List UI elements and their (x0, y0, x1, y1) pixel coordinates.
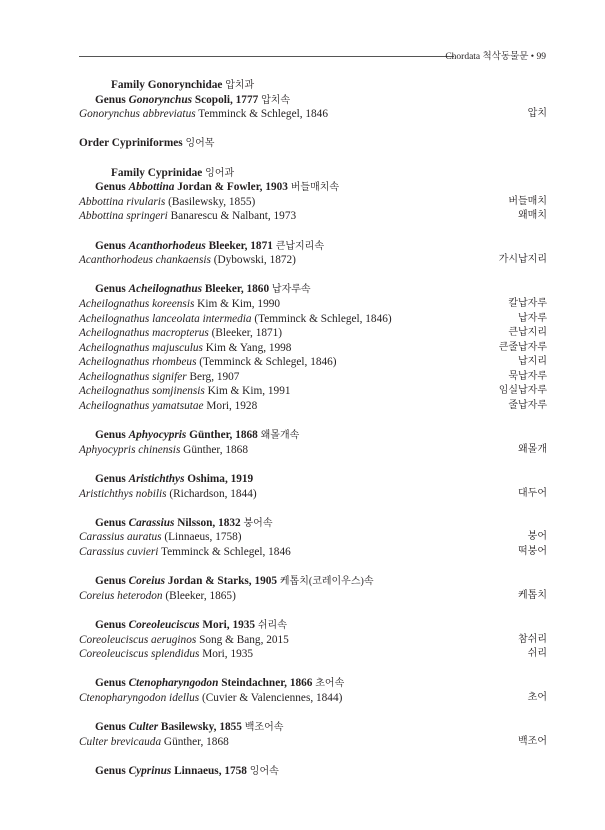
species-row (79, 341, 547, 356)
species-author: (Linnaeus, 1758) (161, 531, 242, 544)
genus-name: Culter (128, 721, 159, 734)
genus-name: Aphyocypris (128, 429, 187, 442)
species-common-name: 대두어 (518, 487, 547, 499)
species-common-name: 큰납지리 (508, 327, 547, 339)
species-common-name: 케톱치 (518, 589, 547, 601)
genus-korean-name: 버들매치속 (290, 182, 340, 194)
species-name: Acheilognathus macropterus (79, 327, 209, 340)
species-author: (Bleeker, 1871) (208, 327, 283, 340)
species-author: Temminck & Schlegel, 1846 (195, 108, 328, 121)
species-row (79, 530, 547, 545)
genus-author: Jordan & Fowler, 1903 (174, 181, 288, 194)
genera-list (79, 180, 547, 778)
genus-author: Linnaeus, 1758 (171, 764, 247, 777)
species-common-name: 버들매치 (508, 195, 547, 207)
species-common-name: 가시납지리 (498, 254, 547, 266)
species-common-name: 임실납자루 (498, 385, 547, 397)
species-row (79, 487, 547, 502)
species-name: Acheilognathus majusculus (79, 341, 203, 354)
family-heading (79, 78, 547, 93)
species-author: (Temminck & Schlegel, 1846) (196, 356, 337, 369)
family-korean-name: 잉어과 (205, 167, 235, 179)
taxonomy-list (79, 78, 547, 779)
species-author: (Basilewsky, 1855) (165, 195, 256, 208)
family-korean-name: 압치과 (225, 80, 255, 91)
species-row (79, 326, 547, 341)
species-name: Ctenopharyngodon idellus (79, 691, 200, 704)
species-author: Kim & Kim, 1991 (204, 385, 291, 398)
page-number: 99 (536, 52, 546, 62)
genus-author: Scopoli, 1777 (192, 93, 259, 106)
species-common-name: 압치 (527, 108, 547, 120)
spacer (79, 151, 547, 166)
species-name: Culter brevicauda (79, 735, 162, 748)
species-author: Temminck & Schlegel, 1846 (158, 546, 291, 558)
genus-prefix: Genus (95, 677, 129, 690)
genus-prefix: Genus (95, 473, 129, 486)
species-common-name: 묵납자루 (508, 370, 547, 382)
genus-heading (79, 282, 547, 297)
species-row (79, 545, 547, 560)
species-common-name: 큰줄납자루 (498, 341, 547, 353)
genus-heading (79, 764, 547, 779)
species-name: Acheilognathus signifer (79, 370, 187, 383)
species-author: Günther, 1868 (180, 443, 248, 456)
genus-korean-name: 왜몰개속 (260, 430, 300, 442)
order-korean-name: 잉어목 (185, 138, 215, 150)
species-name: Coreius heterodon (79, 589, 163, 602)
species-author: Kim & Kim, 1990 (194, 297, 281, 310)
spacer (79, 457, 547, 472)
genus-name: Gonorynchus (128, 93, 193, 106)
species-row (79, 107, 547, 122)
genus-korean-name: 붕어속 (243, 517, 273, 529)
species-common-name: 줄납자루 (508, 400, 547, 412)
genus-name: Acheilognathus (128, 283, 203, 296)
species-row (79, 253, 547, 268)
order-heading (79, 136, 547, 151)
species-common-name: 왜몰개 (518, 443, 547, 455)
species-name: Acheilognathus rhombeus (79, 356, 197, 369)
species-row (79, 735, 547, 750)
species-row (79, 443, 547, 458)
genus-author: Mori, 1935 (199, 618, 256, 631)
species-author: Banarescu & Nalbant, 1973 (167, 210, 297, 223)
genus-korean-name: 압치속 (261, 94, 291, 106)
order-name: Order Cypriniformes (79, 137, 183, 150)
genus-author: Bleeker, 1860 (202, 283, 270, 296)
species-name: Acheilognathus somjinensis (79, 385, 205, 398)
species-common-name: 납자루 (518, 312, 547, 324)
species-author: (Cuvier & Valenciennes, 1844) (199, 691, 343, 704)
species-name: Aphyocypris chinensis (79, 443, 181, 456)
genus-korean-name: 쉬리속 (257, 619, 287, 631)
genus-author: Günther, 1868 (186, 429, 258, 442)
spacer (79, 749, 547, 764)
genus-prefix: Genus (95, 283, 129, 296)
species-row (79, 633, 547, 648)
genus-korean-name: 케톱치(코레이우스)속 (279, 576, 374, 588)
species-author: Günther, 1868 (161, 735, 229, 748)
genus-korean-name: 납자루속 (271, 284, 311, 296)
species-name: Acanthorhodeus chankaensis (79, 254, 211, 267)
genus-heading (79, 618, 547, 633)
genus-prefix: Genus (95, 516, 129, 529)
species-common-name: 칼납자루 (508, 297, 547, 309)
species-row (79, 312, 547, 327)
spacer (79, 414, 547, 429)
genus-heading (79, 574, 547, 589)
genus-heading (79, 720, 547, 735)
genus-name: Cyprinus (128, 764, 172, 777)
genus-prefix: Genus (95, 429, 129, 442)
species-row (79, 209, 547, 224)
genus-name: Aristichthys (128, 473, 185, 486)
species-common-name: 쉬리 (527, 648, 547, 660)
species-common-name: 떡붕어 (518, 546, 547, 557)
genus-name: Abbottina (128, 181, 175, 194)
species-common-name: 왜매치 (518, 210, 547, 222)
species-author: Mori, 1935 (199, 648, 254, 661)
running-head (445, 48, 546, 62)
species-row (79, 384, 547, 399)
genus-author: Jordan & Starks, 1905 (165, 575, 278, 588)
genus-heading (79, 428, 547, 443)
species-common-name: 납지리 (518, 356, 547, 368)
species-name: Gonorynchus abbreviatus (79, 108, 196, 121)
species-name: Acheilognathus koreensis (79, 297, 195, 310)
species-name: Acheilognathus lanceolata intermedia (79, 312, 252, 325)
genus-korean-name: 잉어속 (249, 765, 279, 777)
genus-heading (79, 516, 547, 531)
genus-name: Coreoleuciscus (128, 618, 200, 631)
header-rule (79, 56, 454, 57)
genus-author: Nilsson, 1832 (174, 516, 241, 529)
species-row (79, 647, 547, 662)
species-row (79, 399, 547, 414)
spacer (79, 122, 547, 137)
genus-korean-name: 큰납지리속 (275, 240, 325, 252)
species-author: (Richardson, 1844) (166, 487, 257, 500)
genus-heading (79, 472, 547, 487)
genus-prefix: Genus (95, 618, 129, 631)
species-name: Carassius cuvieri (79, 546, 159, 558)
genus-korean-name: 백조어속 (244, 722, 284, 734)
running-head-title: Chordata 척삭동물문 (445, 52, 529, 62)
genus-author: Basilewsky, 1855 (158, 721, 242, 734)
family-heading (79, 166, 547, 181)
spacer (79, 560, 547, 575)
spacer (79, 501, 547, 516)
genus-name: Acanthorhodeus (128, 239, 206, 252)
species-row (79, 297, 547, 312)
genus-prefix: Genus (95, 181, 129, 194)
genus-prefix: Genus (95, 239, 129, 252)
species-common-name: 초어 (527, 691, 547, 703)
species-row (79, 691, 547, 706)
spacer (79, 224, 547, 239)
spacer (79, 662, 547, 677)
species-author: Kim & Yang, 1998 (202, 341, 292, 354)
genus-author: Oshima, 1919 (184, 473, 254, 486)
genus-korean-name: 초어속 (315, 678, 345, 690)
family-name: Family Gonorynchidae (111, 79, 223, 91)
genus-heading (79, 676, 547, 691)
species-author: Song & Bang, 2015 (196, 633, 289, 646)
species-common-name: 백조어 (518, 735, 547, 747)
species-name: Coreoleuciscus splendidus (79, 648, 200, 661)
spacer (79, 603, 547, 618)
species-name: Acheilognathus yamatsutae (79, 400, 204, 413)
genus-prefix: Genus (95, 764, 129, 777)
species-author: Mori, 1928 (203, 400, 258, 413)
species-name: Carassius auratus (79, 531, 162, 544)
genus-heading (79, 93, 547, 108)
genus-prefix: Genus (95, 575, 129, 588)
species-author: (Dybowski, 1872) (210, 254, 296, 267)
spacer (79, 706, 547, 721)
genus-prefix: Genus (95, 93, 129, 106)
species-common-name: 참쉬리 (518, 633, 547, 645)
species-row (79, 195, 547, 210)
genus-name: Coreius (128, 575, 166, 588)
species-author: (Bleeker, 1865) (162, 589, 236, 602)
species-name: Aristichthys nobilis (79, 487, 167, 500)
genus-author: Bleeker, 1871 (205, 239, 273, 252)
genus-heading (79, 239, 547, 254)
species-row (79, 355, 547, 370)
species-name: Abbottina springeri (79, 210, 168, 223)
genus-author: Steindachner, 1866 (218, 677, 313, 690)
genus-name: Carassius (128, 516, 175, 529)
spacer (79, 268, 547, 283)
page-header (79, 48, 546, 64)
species-row (79, 370, 547, 385)
species-author: Berg, 1907 (186, 370, 240, 383)
family-name: Family Cyprinidae (111, 166, 203, 179)
species-common-name: 붕어 (527, 531, 547, 543)
species-author: (Temminck & Schlegel, 1846) (251, 312, 392, 325)
genus-prefix: Genus (95, 721, 129, 734)
genus-heading (79, 180, 547, 195)
genus-name: Ctenopharyngodon (128, 677, 219, 690)
species-row (79, 589, 547, 604)
species-name: Coreoleuciscus aeruginos (79, 633, 197, 646)
species-name: Abbottina rivularis (79, 195, 166, 208)
bullet-separator: • (530, 52, 535, 62)
